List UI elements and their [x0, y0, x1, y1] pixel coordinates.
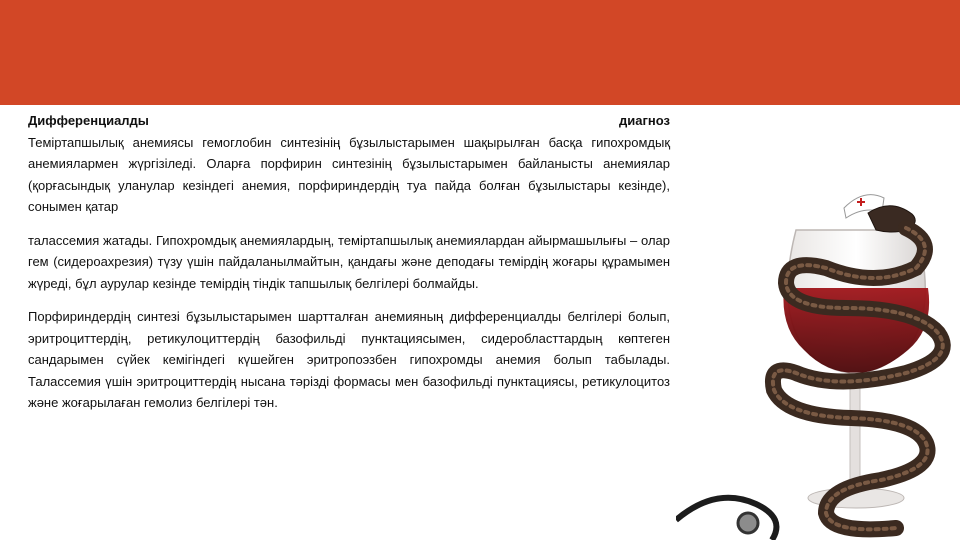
- heading-right: диагноз: [619, 113, 670, 128]
- stethoscope-tube: [676, 498, 776, 540]
- heading-left: Дифференциалды: [28, 113, 149, 128]
- body-text: [28, 110, 670, 426]
- paragraph-3: Порфириндердің синтезі бұзылыстарымен шартталған анемияның дифференциалды белгілері болып, эритроциттердің, ретикулоциттердің базофильді пунктациясымен, сидеробласттардың көптеген сандарымен сүйек кемігіндегі күшейген эритропоэзбен гипохромды анемия болып табылады. Талассемия үшін эритроциттердің нысана тәрізді формасы мен базофильді пунктациясы, ретикулоцитоз және жоғарылаған гемолиз белгілері тән.: [28, 309, 670, 410]
- paragraph-2: талассемия жатады. Гипохромдық анемиялардың, теміртапшылық анемиялардан айырмашылығы – олар гем (сидероахрезия) түзу үшін пайдаланылмайтын, қандағы және деподағы темірдің жоғары құрамымен жүреді, бұл аурулар кезінде темірдің тіндік тапшылық белгілері болмайды.: [28, 232, 670, 291]
- slide-heading: [28, 110, 670, 132]
- stethoscope-chestpiece: [738, 513, 758, 533]
- title-banner: [0, 0, 960, 105]
- paragraph-1: Теміртапшылық анемиясы гемоглобин синтезінің бұзылыстарымен шақырылған басқа гипохромдық анемиялармен жүргізіледі. Оларға порфирин синтезінің бұзылыстарымен байланысты анемиялар (қорғасындық уланулар кезіндегі анемия, порфириндердің туа пайда болған бұзылыстары кезінде), сонымен қатар: [28, 134, 670, 214]
- snake-wine-glass-stethoscope-image: [676, 168, 960, 540]
